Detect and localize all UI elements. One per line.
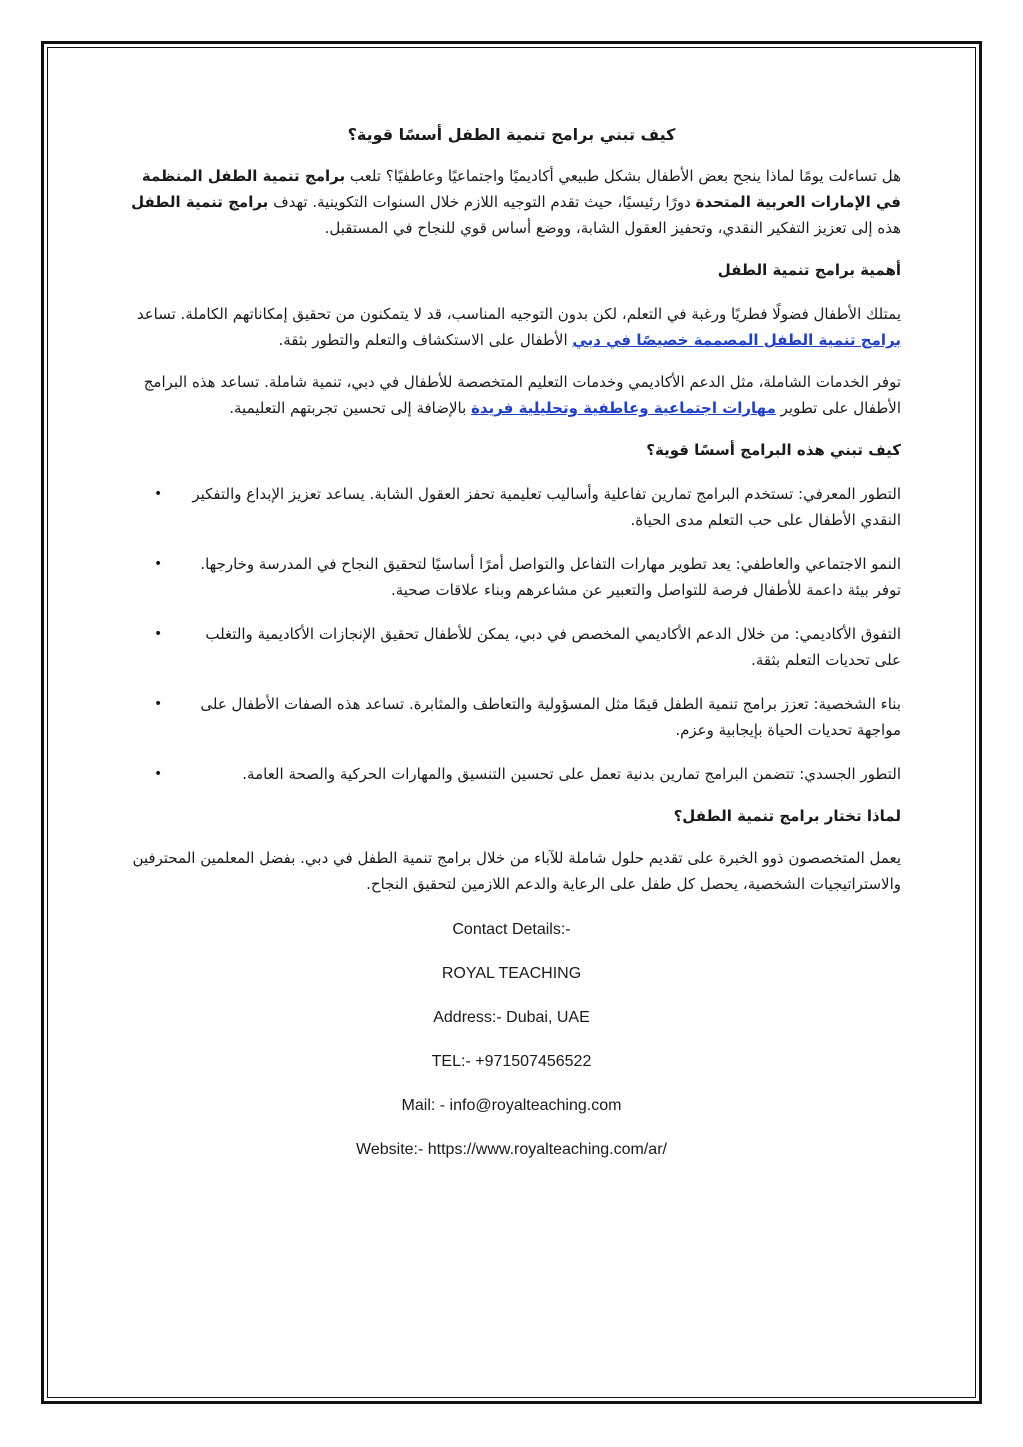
intro-text-1: هل تساءلت يومًا لماذا ينجح بعض الأطفال بشكل طبيعي أكاديميًا واجتماعيًا وعاطفيًا؟ تلعب	[345, 167, 901, 185]
list-item-text: التفوق الأكاديمي: من خلال الدعم الأكاديمي المخصص في دبي، يمكن للأطفال تحقيق الإنجازات الأكاديمية والتغلب على تحديات التعلم بثقة.	[205, 625, 901, 669]
why-paragraph: يعمل المتخصصون ذوو الخبرة على تقديم حلول شاملة للآباء من خلال برامج تنمية الطفل في دبي. بفضل المعلمين المحترفين والاستراتيجيات الشخصية، يحصل كل طفل على الرعاية والدعم اللازمين لتحقيق النجاح.	[132, 849, 901, 893]
dubai-programs-link[interactable]: برامج تنمية الطفل المصممة خصيصًا في دبي	[572, 331, 901, 349]
company-name: ROYAL TEACHING	[441, 965, 582, 982]
contact-address: Address:- Dubai, UAE	[433, 1009, 590, 1026]
list-item	[122, 691, 901, 743]
bullet-marker: •	[154, 556, 163, 572]
contact-email: Mail: - info@royalteaching.com	[401, 1097, 622, 1114]
importance-paragraph-1	[122, 301, 901, 353]
importance-paragraph-2	[122, 369, 901, 421]
intro-bold-2: برامج تنمية الطفل	[131, 193, 269, 211]
services-text-2: بالإضافة إلى تحسين تجربتهم التعليمية.	[229, 399, 472, 417]
intro-text-2: دورًا رئيسيًا، حيث تقدم التوجيه اللازم خلال السنوات التكوينية. تهدف	[268, 193, 696, 211]
intro-bold-1: برامج تنمية الطفل المنظمة في الإمارات العربية المتحدة	[141, 167, 901, 211]
list-item-text: بناء الشخصية: تعزز برامج تنمية الطفل قيمًا مثل المسؤولية والتعاطف والمثابرة. تساعد هذه الصفات الأطفال على مواجهة تحديات الحياة بإيجابية وعزم.	[200, 695, 901, 739]
list-item	[122, 761, 901, 787]
contact-label: Contact Details:-	[452, 921, 571, 938]
list-item	[122, 621, 901, 673]
document-body	[122, 118, 901, 1161]
contact-phone: TEL:- +971507456522	[431, 1053, 592, 1070]
document-title: كيف تبني برامج تنمية الطفل أسسًا قوية؟	[347, 125, 676, 144]
intro-paragraph	[122, 163, 901, 241]
importance-text-2: الأطفال على الاستكشاف والتعلم والتطور بثقة.	[278, 331, 573, 349]
bullet-marker: •	[154, 766, 163, 782]
intro-text-3: هذه إلى تعزيز التفكير النقدي، وتحفيز العقول الشابة، ووضع أساس قوي للنجاح في المستقبل.	[324, 219, 901, 237]
section-heading-importance: أهمية برامج تنمية الطفل	[717, 261, 901, 279]
section-heading-foundations: كيف تبني هذه البرامج أسسًا قوية؟	[646, 441, 901, 459]
foundations-list	[122, 481, 901, 787]
list-item-text: التطور الجسدي: تتضمن البرامج تمارين بدنية تعمل على تحسين التنسيق والمهارات الحركية والصحة العامة.	[242, 765, 901, 783]
list-item-text: التطور المعرفي: تستخدم البرامج تمارين تفاعلية وأساليب تعليمية تحفز العقول الشابة. يساعد تعزيز الإبداع والتفكير النقدي الأطفال على حب التعلم مدى الحياة.	[192, 485, 901, 529]
skills-link[interactable]: مهارات اجتماعية وعاطفية وتحليلية فريدة	[471, 399, 776, 417]
list-item-text: النمو الاجتماعي والعاطفي: يعد تطوير مهارات التفاعل والتواصل أمرًا أساسيًا لتحقيق النجاح في المدرسة وخارجها. توفر بيئة داعمة للأطفال فرصة للتواصل والتعبير عن مشاعرهم وبناء علاقات صحية.	[200, 555, 901, 599]
bullet-marker: •	[154, 696, 163, 712]
contact-block	[122, 919, 901, 1161]
services-text-1: توفر الخدمات الشاملة، مثل الدعم الأكاديمي وخدمات التعليم المتخصصة للأطفال في دبي، تنمية شاملة. تساعد هذه البرامج الأطفال على تطوير	[143, 373, 901, 417]
section-heading-why: لماذا تختار برامج تنمية الطفل؟	[673, 807, 901, 825]
list-item	[122, 551, 901, 603]
bullet-marker: •	[154, 486, 163, 502]
importance-text-1: يمتلك الأطفال فضولًا فطريًا ورغبة في التعلم، لكن بدون التوجيه المناسب، قد لا يتمكنون من تحقيق إمكاناتهم الكاملة. تساعد	[136, 305, 901, 323]
contact-website: Website:- https://www.royalteaching.com/ar/	[356, 1141, 667, 1158]
bullet-marker: •	[154, 626, 163, 642]
list-item	[122, 481, 901, 533]
